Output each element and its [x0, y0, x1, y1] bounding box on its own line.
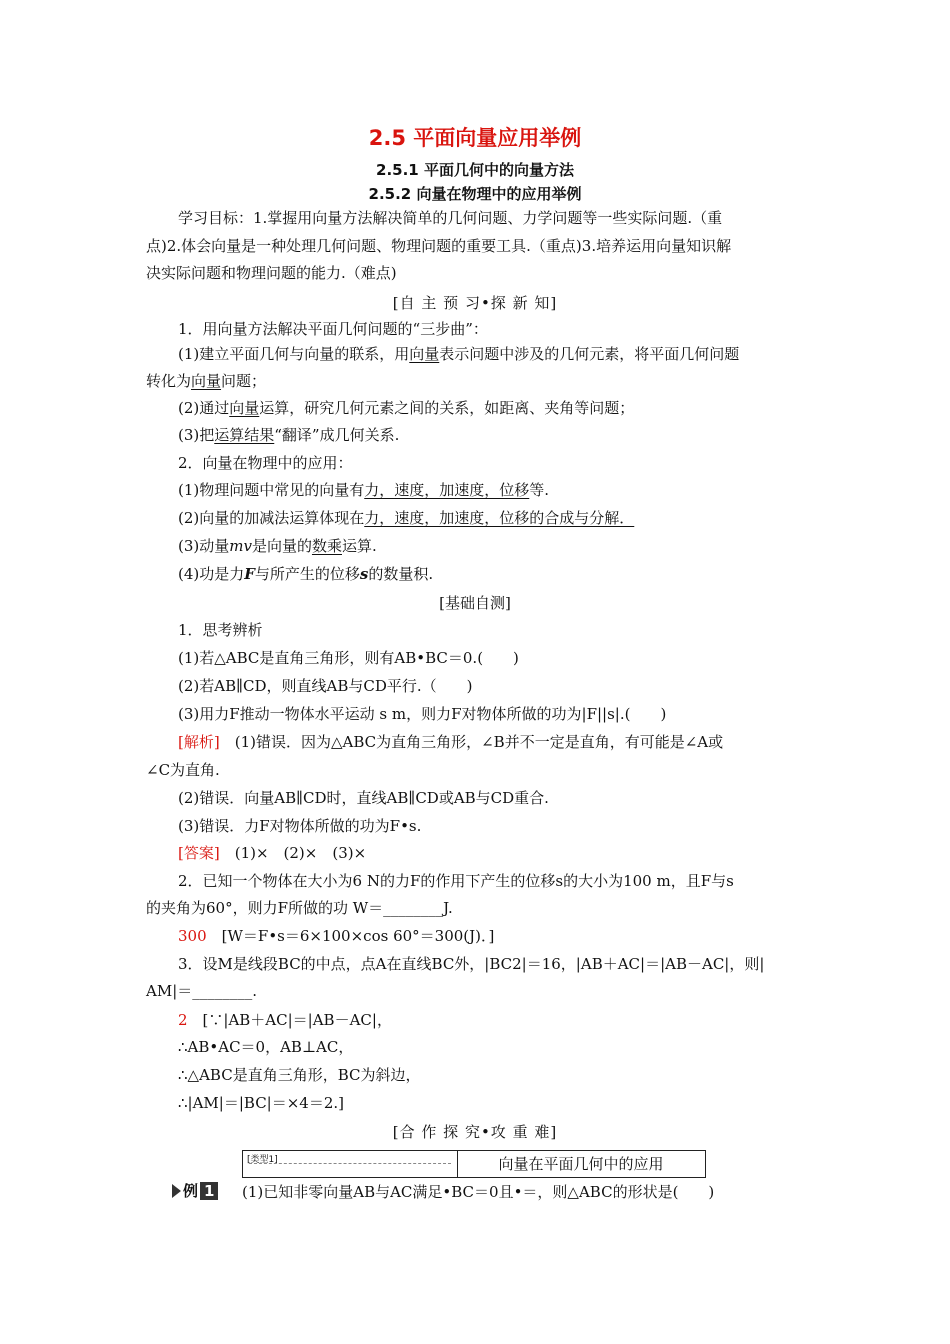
question-1-2: (2)若AB∥CD，则直线AB与CD平行.（ ) — [178, 677, 473, 695]
question-1-3: (3)用力F推动一物体水平运动 s m，则力F对物体所做的功为|F||s|.( ) — [178, 705, 667, 723]
section-heading-basic-test: [基础自测] — [439, 594, 511, 612]
question-3-line-2: AM|＝________. — [146, 982, 258, 1000]
subtitle-2-5-1: 2.5.1 平面几何中的向量方法 — [376, 161, 574, 179]
analysis-line-2: (2)错误．向量AB∥CD时，直线AB∥CD或AB与CD重合. — [178, 789, 549, 807]
learning-goal-line-1: 学习目标：1.掌握用向量方法解决简单的几何问题、力学问题等一些实际问题.（重 — [178, 209, 723, 227]
type-header-box — [242, 1150, 706, 1178]
type-tag-cell — [243, 1151, 458, 1177]
point-2-4: (4)功是力F与所产生的位移s的数量积. — [178, 565, 434, 583]
question-3-solution-4: ∴|AM|＝|BC|＝×4＝2.] — [178, 1094, 345, 1112]
learning-goal-line-3: 决实际问题和物理问题的能力.（难点) — [146, 264, 397, 282]
question-3-answer: 2 — [178, 1011, 188, 1029]
point-1-heading: 1．用向量方法解决平面几何问题的“三步曲”： — [178, 320, 488, 338]
dashed-divider — [249, 1163, 451, 1164]
type-title: 向量在平面几何中的应用 — [498, 1155, 664, 1173]
answer-tag: [答案] — [178, 844, 220, 862]
question-1-heading: 1．思考辨析 — [178, 621, 263, 639]
point-1-3: (3)把运算结果“翻译”成几何关系. — [178, 426, 400, 444]
example-badge — [172, 1180, 218, 1202]
page-title: 2.5 平面向量应用举例 — [368, 126, 582, 150]
triangle-arrow-icon — [172, 1184, 181, 1198]
learning-goal-line-2: 点)2.体会向量是一种处理几何问题、物理问题的重要工具.（重点)3.培养运用向量知识解 — [146, 237, 732, 255]
point-2-2: (2)向量的加减法运算体现在力，速度，加速度，位移的合成与分解． — [178, 509, 635, 527]
question-1-1: (1)若△ABC是直角三角形，则有AB•BC＝0.( ) — [178, 649, 519, 667]
section-heading-preview: [自 主 预 习•探 新 知] — [392, 294, 558, 312]
point-2-heading: 2．向量在物理中的应用： — [178, 454, 353, 472]
question-3-solution-1: 2 [∵|AB＋AC|＝|AB－AC|， — [178, 1011, 392, 1029]
section-heading-cooperative: [合 作 探 究•攻 重 难] — [392, 1123, 558, 1141]
point-2-1: (1)物理问题中常见的向量有力，速度，加速度，位移等. — [178, 481, 550, 499]
example-label: 例 — [183, 1182, 199, 1200]
analysis-line-1-cont: ∠C为直角. — [146, 761, 220, 779]
type-tag: [类型1] — [247, 1155, 278, 1165]
analysis-line-1: [解析] (1)错误．因为△ABC为直角三角形，∠B并不一定是直角，有可能是∠A或 — [178, 733, 724, 751]
answer-line: [答案] (1)× (2)× (3)× — [178, 844, 367, 862]
point-1-1: (1)建立平面几何与向量的联系，用向量表示问题中涉及的几何元素，将平面几何问题 — [178, 345, 740, 363]
question-2-line-1: 2．已知一个物体在大小为6 N的力F的作用下产生的位移s的大小为100 m，且F与s — [178, 872, 734, 890]
question-2-solution: 300 [W＝F•s＝6×100×cos 60°＝300(J)．] — [178, 927, 495, 945]
question-2-answer: 300 — [178, 927, 207, 945]
analysis-line-3: (3)错误．力F对物体所做的功为F•s. — [178, 817, 422, 835]
question-3-line-1: 3．设M是线段BC的中点，点A在直线BC外，|BC2|＝16，|AB＋AC|＝|AB－AC|，则| — [178, 955, 765, 973]
point-2-3: (3)动量mv是向量的数乘运算. — [178, 537, 377, 555]
subtitle-2-5-2: 2.5.2 向量在物理中的应用举例 — [368, 185, 582, 203]
question-3-solution-2: ∴AB•AC＝0，AB⊥AC， — [178, 1038, 354, 1056]
point-1-2: (2)通过向量运算，研究几何元素之间的关系，如距离、夹角等问题； — [178, 399, 635, 417]
question-2-line-2: 的夹角为60°，则力F所做的功 W＝________J. — [146, 899, 453, 917]
analysis-tag: [解析] — [178, 733, 220, 751]
example-1-text: (1)已知非零向量AB与AC满足•BC＝0且•＝，则△ABC的形状是( ) — [242, 1183, 715, 1201]
example-number: 1 — [200, 1182, 218, 1200]
question-3-solution-3: ∴△ABC是直角三角形，BC为斜边， — [178, 1066, 421, 1084]
point-1-1-cont: 转化为向量问题； — [146, 372, 267, 390]
